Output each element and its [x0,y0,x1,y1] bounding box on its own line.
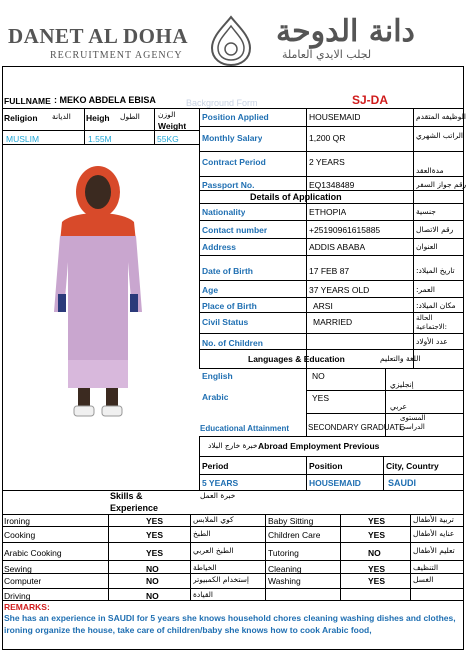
skill-label-driving: Driving [4,591,31,601]
skill-value-cooking: YES [146,530,164,540]
skill-label-arabic-cooking: Arabic Cooking [4,548,62,558]
language-value-english: NO [312,371,325,381]
fullname-value: : MEKO ABDELA EBISA [54,95,156,105]
job-ar-position: الوظيفه المتقدم [416,112,467,121]
fullname-label: FULLNAME [4,96,51,106]
agency-name-en: DANET AL DOHA [8,24,188,48]
weight-header: Weight [158,121,187,131]
language-ar-education: المستوى الدراسي [400,414,426,431]
skill-label-sewing: Sewing [4,564,32,574]
detail-label-nationality: Nationality [202,207,246,217]
language-value-arabic: YES [312,393,330,403]
language-value-education: SECONDARY GRADUATE [308,423,405,432]
language-label-english: English [202,371,233,381]
languages-title: Languages & Education [248,354,345,364]
detail-value-age: 37 YEARS OLD [309,285,370,295]
skill-ar-ironing: كوي الملابس [193,515,234,524]
skill-label-computer: Computer [4,576,42,586]
skill-value-arabic-cooking: YES [146,548,164,558]
job-value-contract: 2 YEARS [309,157,345,167]
weight-header-ar: الوزن [158,110,176,119]
language-label-arabic: Arabic [202,392,229,402]
detail-value-contact: +25190961615885 [309,225,381,235]
skill-label-washing: Washing [268,576,301,586]
religion-header: Religion [4,113,38,123]
skill-value-babysitting: YES [368,516,386,526]
detail-ar-children: عدد الأولاد [416,337,448,346]
job-value-position: HOUSEMAID [309,112,361,122]
skill-ar-washing: الغسل [413,575,434,584]
remarks-text: She has an experience in SAUDI for 5 years she knows household chores cleaning washing dishes and clothes, ironing organize the house, take care of children/baby she knows how to cook Arabic food, [4,613,456,635]
skill-value-ironing: YES [146,516,164,526]
skill-label-tutoring: Tutoring [268,548,299,558]
detail-value-address: ADDIS ABABA [309,242,366,252]
job-ar-contract: مدةالعقد [416,166,444,175]
detail-ar-nationality: جنسية [416,207,436,216]
skill-label-babysitting: Baby Sitting [268,516,314,526]
languages-title-ar: اللغة والتعليم [380,354,421,363]
abroad-value-position: HOUSEMAID [309,478,361,488]
skill-ar-cooking: الطبخ [193,529,211,538]
detail-ar-contact: رقم الاتصال [416,225,454,234]
abroad-title-ar: خبرة خارج البلاد [208,441,258,450]
skill-value-washing: YES [368,576,386,586]
detail-value-nationality: ETHOPIA [309,207,347,217]
detail-ar-pob: :مكان الميلاد [416,301,456,310]
skill-label-childcare: Children Care [268,530,321,540]
skill-value-tutoring: NO [368,548,381,558]
abroad-title: Abroad Employment Previous [258,441,380,451]
skill-label-cooking: Cooking [4,530,36,540]
job-ar-salary: الراتب الشهري [416,131,463,140]
skill-label-ironing: Ironing [4,516,30,526]
job-value-salary: 1,200 QR [309,133,346,143]
detail-ar-address: العنوان [416,242,438,251]
language-ar-english: إنجليزي [390,380,414,389]
language-ar-arabic: عربي [390,402,407,411]
skill-value-childcare: YES [368,530,386,540]
skill-ar-tutoring: تعليم الأطفال [413,546,455,555]
detail-value-civil: MARRIED [313,317,353,327]
detail-label-age: Age [202,285,219,295]
skill-ar-driving: القيادة [193,590,213,599]
detail-value-dob: 17 FEB 87 [309,266,350,276]
abroad-value-period: 5 YEARS [202,478,239,488]
job-value-passport: EQ1348489 [309,180,355,190]
height-header: Heigh [86,113,110,123]
abroad-header-period: Period [202,461,229,471]
skills-title: Skills & Experience [110,491,159,513]
skill-value-driving: NO [146,591,159,601]
job-ar-passport: رقم جواز السفر [416,180,467,189]
skill-value-computer: NO [146,576,159,586]
detail-label-children: No. of Children [202,338,263,348]
skill-ar-cleaning: التنظيف [413,563,439,572]
application-title: Details of Application [250,192,342,202]
skill-ar-sewing: الخياطة [193,563,217,572]
abroad-header-position: Position [309,461,343,471]
job-label-passport: Passport No. [202,180,255,190]
detail-ar-age: :العمر [416,285,435,294]
height-header-ar: الطول [120,112,140,121]
detail-label-contact: Contact number [202,225,268,235]
height-value: 1.55M [88,134,112,144]
agency-logo-icon [204,14,258,68]
language-label-education: Educational Attainment [200,424,290,433]
detail-ar-civil: الحالة الاجتماعية: [416,314,447,331]
agency-subtitle-en: RECRUITMENT AGENCY [50,50,183,61]
agency-name-ar: دانة الدوحة [276,14,415,49]
detail-ar-dob: :تاريخ الميلاد [416,266,455,275]
applicant-photo [4,162,192,427]
watermark-text: Background Form [186,98,258,108]
agency-subtitle-ar: لجلب الايدي العاملة [282,48,372,61]
reference-code: SJ-DA [352,93,389,107]
detail-value-pob: ARSI [313,301,333,311]
detail-label-dob: Date of Birth [202,266,253,276]
abroad-header-country: City, Country [386,461,439,471]
weight-value: 55KG [157,134,179,144]
remarks-label: REMARKS: [4,602,50,612]
job-label-position: Position Applied [202,112,269,122]
skill-ar-childcare: عنايه الأطفال [413,529,455,538]
detail-label-pob: Place of Birth [202,301,257,311]
religion-header-ar: الديانة [52,112,71,121]
detail-label-civil: Civil Status [202,317,249,327]
abroad-value-country: SAUDI [388,478,417,488]
skill-value-sewing: NO [146,564,159,574]
job-label-contract: Contract Period [202,157,266,167]
skill-ar-babysitting: تربية الأطفال [413,515,454,524]
skills-title-ar: خبرة العمل [200,491,236,500]
detail-label-address: Address [202,242,237,252]
skill-value-cleaning: YES [368,564,386,574]
skill-ar-computer: إستخدام الكمبيوتر [193,575,249,584]
religion-value: MUSLIM [6,134,40,144]
skill-label-cleaning: Cleaning [268,564,302,574]
job-label-salary: Monthly Salary [202,133,263,143]
skill-ar-arabic-cooking: الطبخ العربي [193,546,234,555]
